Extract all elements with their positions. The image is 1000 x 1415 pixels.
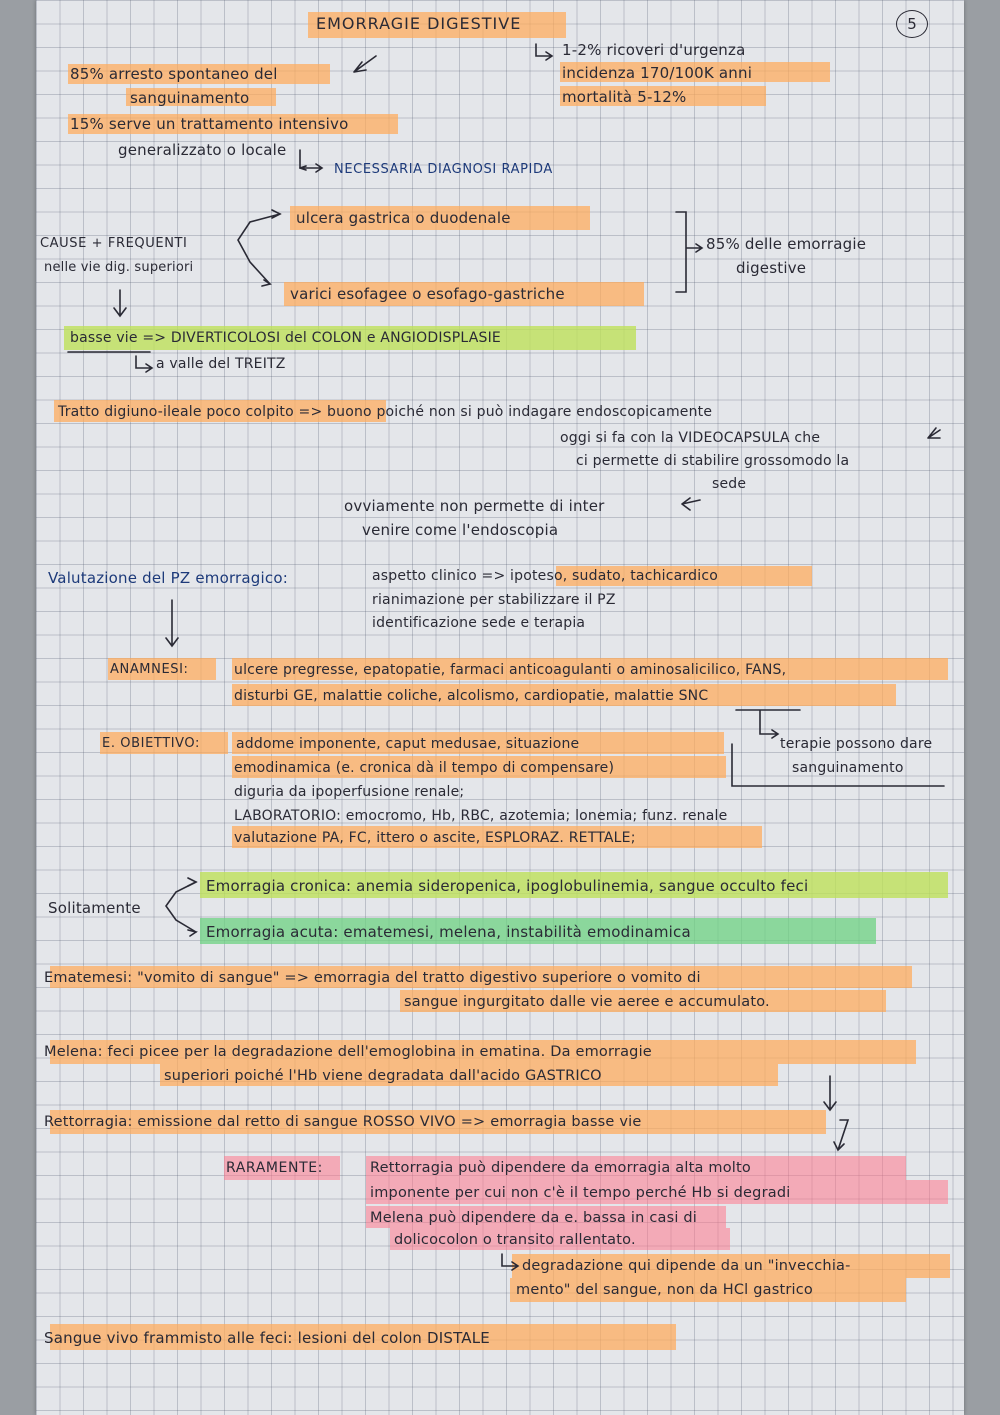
ematemesi-line: sangue ingurgitato dalle vie aeree e accumulato.	[404, 994, 770, 1010]
melena-line: Melena: feci picee per la degradazione dell'emoglobina in ematina. Da emorragie	[44, 1044, 652, 1060]
lower-tract-line: basse vie => DIVERTICOLOSI del COLON e ANGIODISPLASIE	[70, 330, 501, 346]
page-title: EMORRAGIE DIGESTIVE	[316, 14, 522, 33]
evaluation-label: Valutazione del PZ emorragico:	[48, 569, 288, 587]
stat-item: mortalità 5-12%	[562, 88, 687, 106]
cause-item: ulcera gastrica o duodenale	[296, 209, 511, 227]
evaluation-item: aspetto clinico => ipoteso, sudato, tachicardico	[372, 568, 718, 584]
tract-line: venire come l'endoscopia	[362, 521, 559, 539]
causes-result: 85% delle emorragie	[706, 235, 867, 253]
melena-line: superiori poiché l'Hb viene degradata dall'acido GASTRICO	[164, 1068, 602, 1084]
page-number: 5	[896, 10, 928, 38]
intro-line: 85% arresto spontaneo del	[70, 65, 278, 83]
anamnesi-side: terapie possono dare	[780, 736, 933, 752]
anamnesi-side: sanguinamento	[792, 760, 904, 776]
anamnesi-line: disturbi GE, malattie coliche, alcolismo, cardiopatie, malattie SNC	[234, 688, 709, 704]
intro-line: sanguinamento	[130, 89, 250, 107]
esame-label: E. OBIETTIVO:	[102, 736, 201, 751]
tract-line: oggi si fa con la VIDEOCAPSULA che	[560, 430, 821, 446]
causes-label: CAUSE + FREQUENTI	[40, 236, 188, 251]
anamnesi-line: ulcere pregresse, epatopatie, farmaci anticoagulanti o aminosalicilico, FANS,	[234, 662, 787, 678]
rettorragia-line: Rettorragia: emissione dal retto di sangue ROSSO VIVO => emorragia basse vie	[44, 1114, 642, 1130]
raramente-line: imponente per cui non c'è il tempo perché Hb si degradi	[370, 1185, 791, 1201]
causes-result: digestive	[736, 259, 807, 277]
acute-line: Emorragia acuta: ematemesi, melena, instabilità emodinamica	[206, 923, 691, 941]
raramente-line: mento" del sangue, non da HCl gastrico	[516, 1282, 813, 1298]
treitz-note: a valle del TREITZ	[156, 356, 286, 372]
raramente-line: degradazione qui dipende da un "invecchia-	[522, 1258, 851, 1274]
tract-line: sede	[712, 476, 747, 492]
intro-line: generalizzato o locale	[118, 141, 287, 159]
esame-line: emodinamica (e. cronica dà il tempo di compensare)	[234, 760, 615, 776]
diagnosis-note: NECESSARIA DIAGNOSI RAPIDA	[334, 162, 553, 177]
evaluation-item: rianimazione per stabilizzare il PZ	[372, 592, 616, 608]
evaluation-item: identificazione sede e terapia	[372, 615, 586, 631]
sangue-vivo-line: Sangue vivo frammisto alle feci: lesioni del colon DISTALE	[44, 1329, 490, 1347]
tract-line: ci permette di stabilire grossomodo la	[576, 453, 850, 469]
raramente-line: Rettorragia può dipendere da emorragia alta molto	[370, 1160, 751, 1176]
esame-line: diguria da ipoperfusione renale;	[234, 784, 465, 800]
chronic-line: Emorragia cronica: anemia sideropenica, ipoglobulinemia, sangue occulto feci	[206, 877, 809, 895]
anamnesi-label: ANAMNESI:	[110, 662, 189, 677]
stat-item: incidenza 170/100K anni	[562, 64, 753, 82]
esame-line: addome imponente, caput medusae, situazione	[236, 736, 580, 752]
tract-line: ovviamente non permette di inter	[344, 497, 605, 515]
raramente-line: Melena può dipendere da e. bassa in casi di	[370, 1210, 698, 1226]
intro-line: 15% serve un trattamento intensivo	[70, 115, 349, 133]
ematemesi-line: Ematemesi: "vomito di sangue" => emorragia del tratto digestivo superiore o vomito di	[44, 970, 701, 986]
stat-item: 1-2% ricoveri d'urgenza	[562, 41, 746, 59]
esame-line: valutazione PA, FC, ittero o ascite, ESPLORAZ. RETTALE;	[234, 830, 636, 846]
raramente-label: RARAMENTE:	[226, 1160, 323, 1176]
raramente-line: dolicocolon o transito rallentato.	[394, 1232, 636, 1248]
esame-line: LABORATORIO: emocromo, Hb, RBC, azotemia; lonemia; funz. renale	[234, 808, 728, 824]
cause-item: varici esofagee o esofago-gastriche	[290, 285, 565, 303]
types-label: Solitamente	[48, 899, 141, 917]
causes-label: nelle vie dig. superiori	[44, 260, 194, 275]
tract-line: Tratto digiuno-ileale poco colpito => buono poiché non si può indagare endoscopicamente	[58, 404, 713, 420]
